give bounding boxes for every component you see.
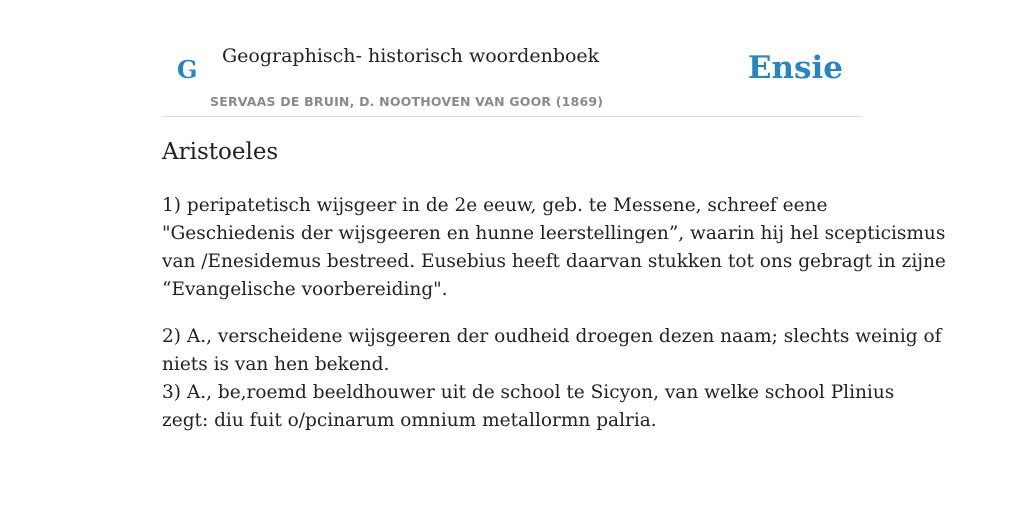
entry-line: “Evangelische voorbereiding".	[162, 279, 448, 300]
entry-line: 2) A., verscheidene wijsgeeren der oudheid droegen dezen naam; slechts weinig of	[162, 326, 942, 347]
entry-line: 3) A., be,roemd beeldhouwer uit de school te Sicyon, van welke school Plinius	[162, 382, 895, 403]
entry-line: "Geschiedenis der wijsgeeren en hunne leerstellingen”, waarin hij hel scepticismus	[162, 223, 946, 244]
entry-title: Aristoeles	[162, 139, 279, 165]
entry-line: 1) peripatetisch wijsgeer in de 2e eeuw, geb. te Messene, schreef eene	[162, 195, 828, 216]
entry-line: zegt: diu fuit o/pcinarum omnium metallormn palria.	[162, 410, 657, 431]
book-authors: SERVAAS DE BRUIN, D. NOOTHOVEN VAN GOOR (1869)	[210, 94, 604, 109]
entry-paragraph	[162, 323, 942, 435]
page	[162, 0, 946, 431]
entry-line: van /Enesidemus bestreed. Eusebius heeft daarvan stukken tot ons gebragt in zijne	[162, 251, 946, 272]
entry-paragraph	[162, 192, 946, 304]
book-title-link[interactable]: Geographisch- historisch woordenboek	[222, 45, 600, 67]
ensie-logo[interactable]: Ensie	[747, 50, 843, 86]
entry-body	[162, 192, 946, 454]
header	[162, 0, 862, 117]
entry-line: niets is van hen bekend.	[162, 354, 390, 375]
book-icon[interactable]: G	[177, 55, 198, 84]
